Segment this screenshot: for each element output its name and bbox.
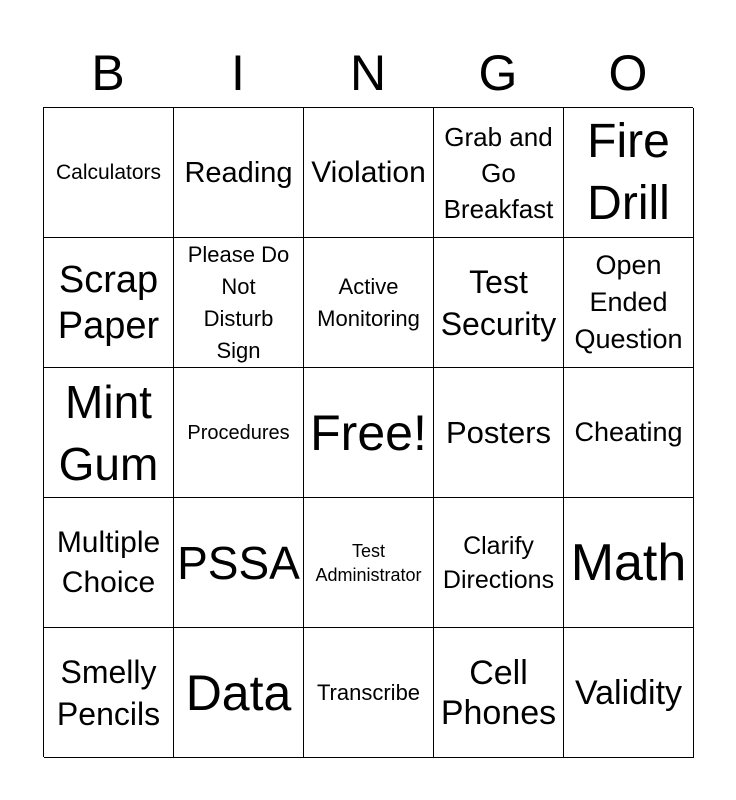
cell-label: Violation — [311, 155, 426, 189]
bingo-cell-r2-c2[interactable] — [174, 238, 304, 368]
bingo-board — [43, 107, 693, 757]
bingo-cell-r3-c4[interactable] — [434, 368, 564, 498]
bingo-cell-r5-c2[interactable] — [174, 628, 304, 758]
cell-label: Cell Phones — [440, 653, 557, 732]
bingo-cell-r5-c3[interactable] — [304, 628, 434, 758]
bingo-cell-r4-c2[interactable] — [174, 498, 304, 628]
cell-label: Smelly Pencils — [56, 653, 161, 732]
cell-label: Please Do Not Disturb Sign — [187, 241, 290, 363]
cell-label: Test Security — [440, 263, 557, 342]
cell-label: Scrap Paper — [57, 258, 160, 347]
bingo-cell-r5-c5[interactable] — [564, 628, 694, 758]
bingo-header — [43, 40, 693, 106]
cell-label: Open Ended Question — [574, 250, 683, 354]
bingo-cell-r4-c4[interactable] — [434, 498, 564, 628]
cell-label: Fire Drill — [587, 114, 670, 230]
bingo-cell-r4-c5[interactable] — [564, 498, 694, 628]
cell-label: Data — [185, 664, 292, 721]
bingo-cell-r5-c4[interactable] — [434, 628, 564, 758]
bingo-cell-r1-c3[interactable] — [304, 108, 434, 238]
header-letter-g: G — [478, 45, 518, 101]
cell-label: Procedures — [187, 421, 290, 444]
bingo-cell-r5-c1[interactable] — [44, 628, 174, 758]
bingo-cell-r1-c4[interactable] — [434, 108, 564, 238]
header-letter-b: B — [91, 45, 125, 101]
cell-label: Active Monitoring — [317, 273, 420, 331]
bingo-cell-r4-c1[interactable] — [44, 498, 174, 628]
cell-label: Reading — [184, 156, 293, 189]
cell-label: Multiple Choice — [56, 525, 161, 599]
cell-label: Math — [570, 533, 687, 592]
bingo-cell-r2-c4[interactable] — [434, 238, 564, 368]
cell-label: Calculators — [55, 160, 162, 184]
bingo-cell-r3-c1[interactable] — [44, 368, 174, 498]
bingo-cell-r2-c1[interactable] — [44, 238, 174, 368]
cell-label: Grab and Go Breakfast — [443, 121, 554, 224]
bingo-cell-r3-c5[interactable] — [564, 368, 694, 498]
bingo-cell-r1-c2[interactable] — [174, 108, 304, 238]
bingo-cell-r3-c2[interactable] — [174, 368, 304, 498]
header-letter-o: O — [608, 45, 648, 101]
bingo-cell-r1-c1[interactable] — [44, 108, 174, 238]
cell-label: Mint Gum — [58, 375, 159, 490]
cell-label: Posters — [445, 414, 552, 450]
bingo-cell-r3-c3[interactable] — [304, 368, 434, 498]
cell-label: PSSA — [177, 536, 300, 589]
header-letter-n: N — [349, 45, 387, 101]
cell-label: Transcribe — [316, 679, 421, 705]
bingo-cell-r1-c5[interactable] — [564, 108, 694, 238]
cell-label: Validity — [574, 673, 683, 712]
cell-label: Clarify Directions — [442, 531, 555, 594]
header-letter-i: I — [231, 45, 245, 101]
cell-label: Free! — [310, 404, 427, 461]
bingo-cell-r4-c3[interactable] — [304, 498, 434, 628]
cell-label: Cheating — [574, 417, 683, 447]
bingo-cell-r2-c3[interactable] — [304, 238, 434, 368]
cell-label: Test Administrator — [315, 540, 422, 585]
bingo-cell-r2-c5[interactable] — [564, 238, 694, 368]
